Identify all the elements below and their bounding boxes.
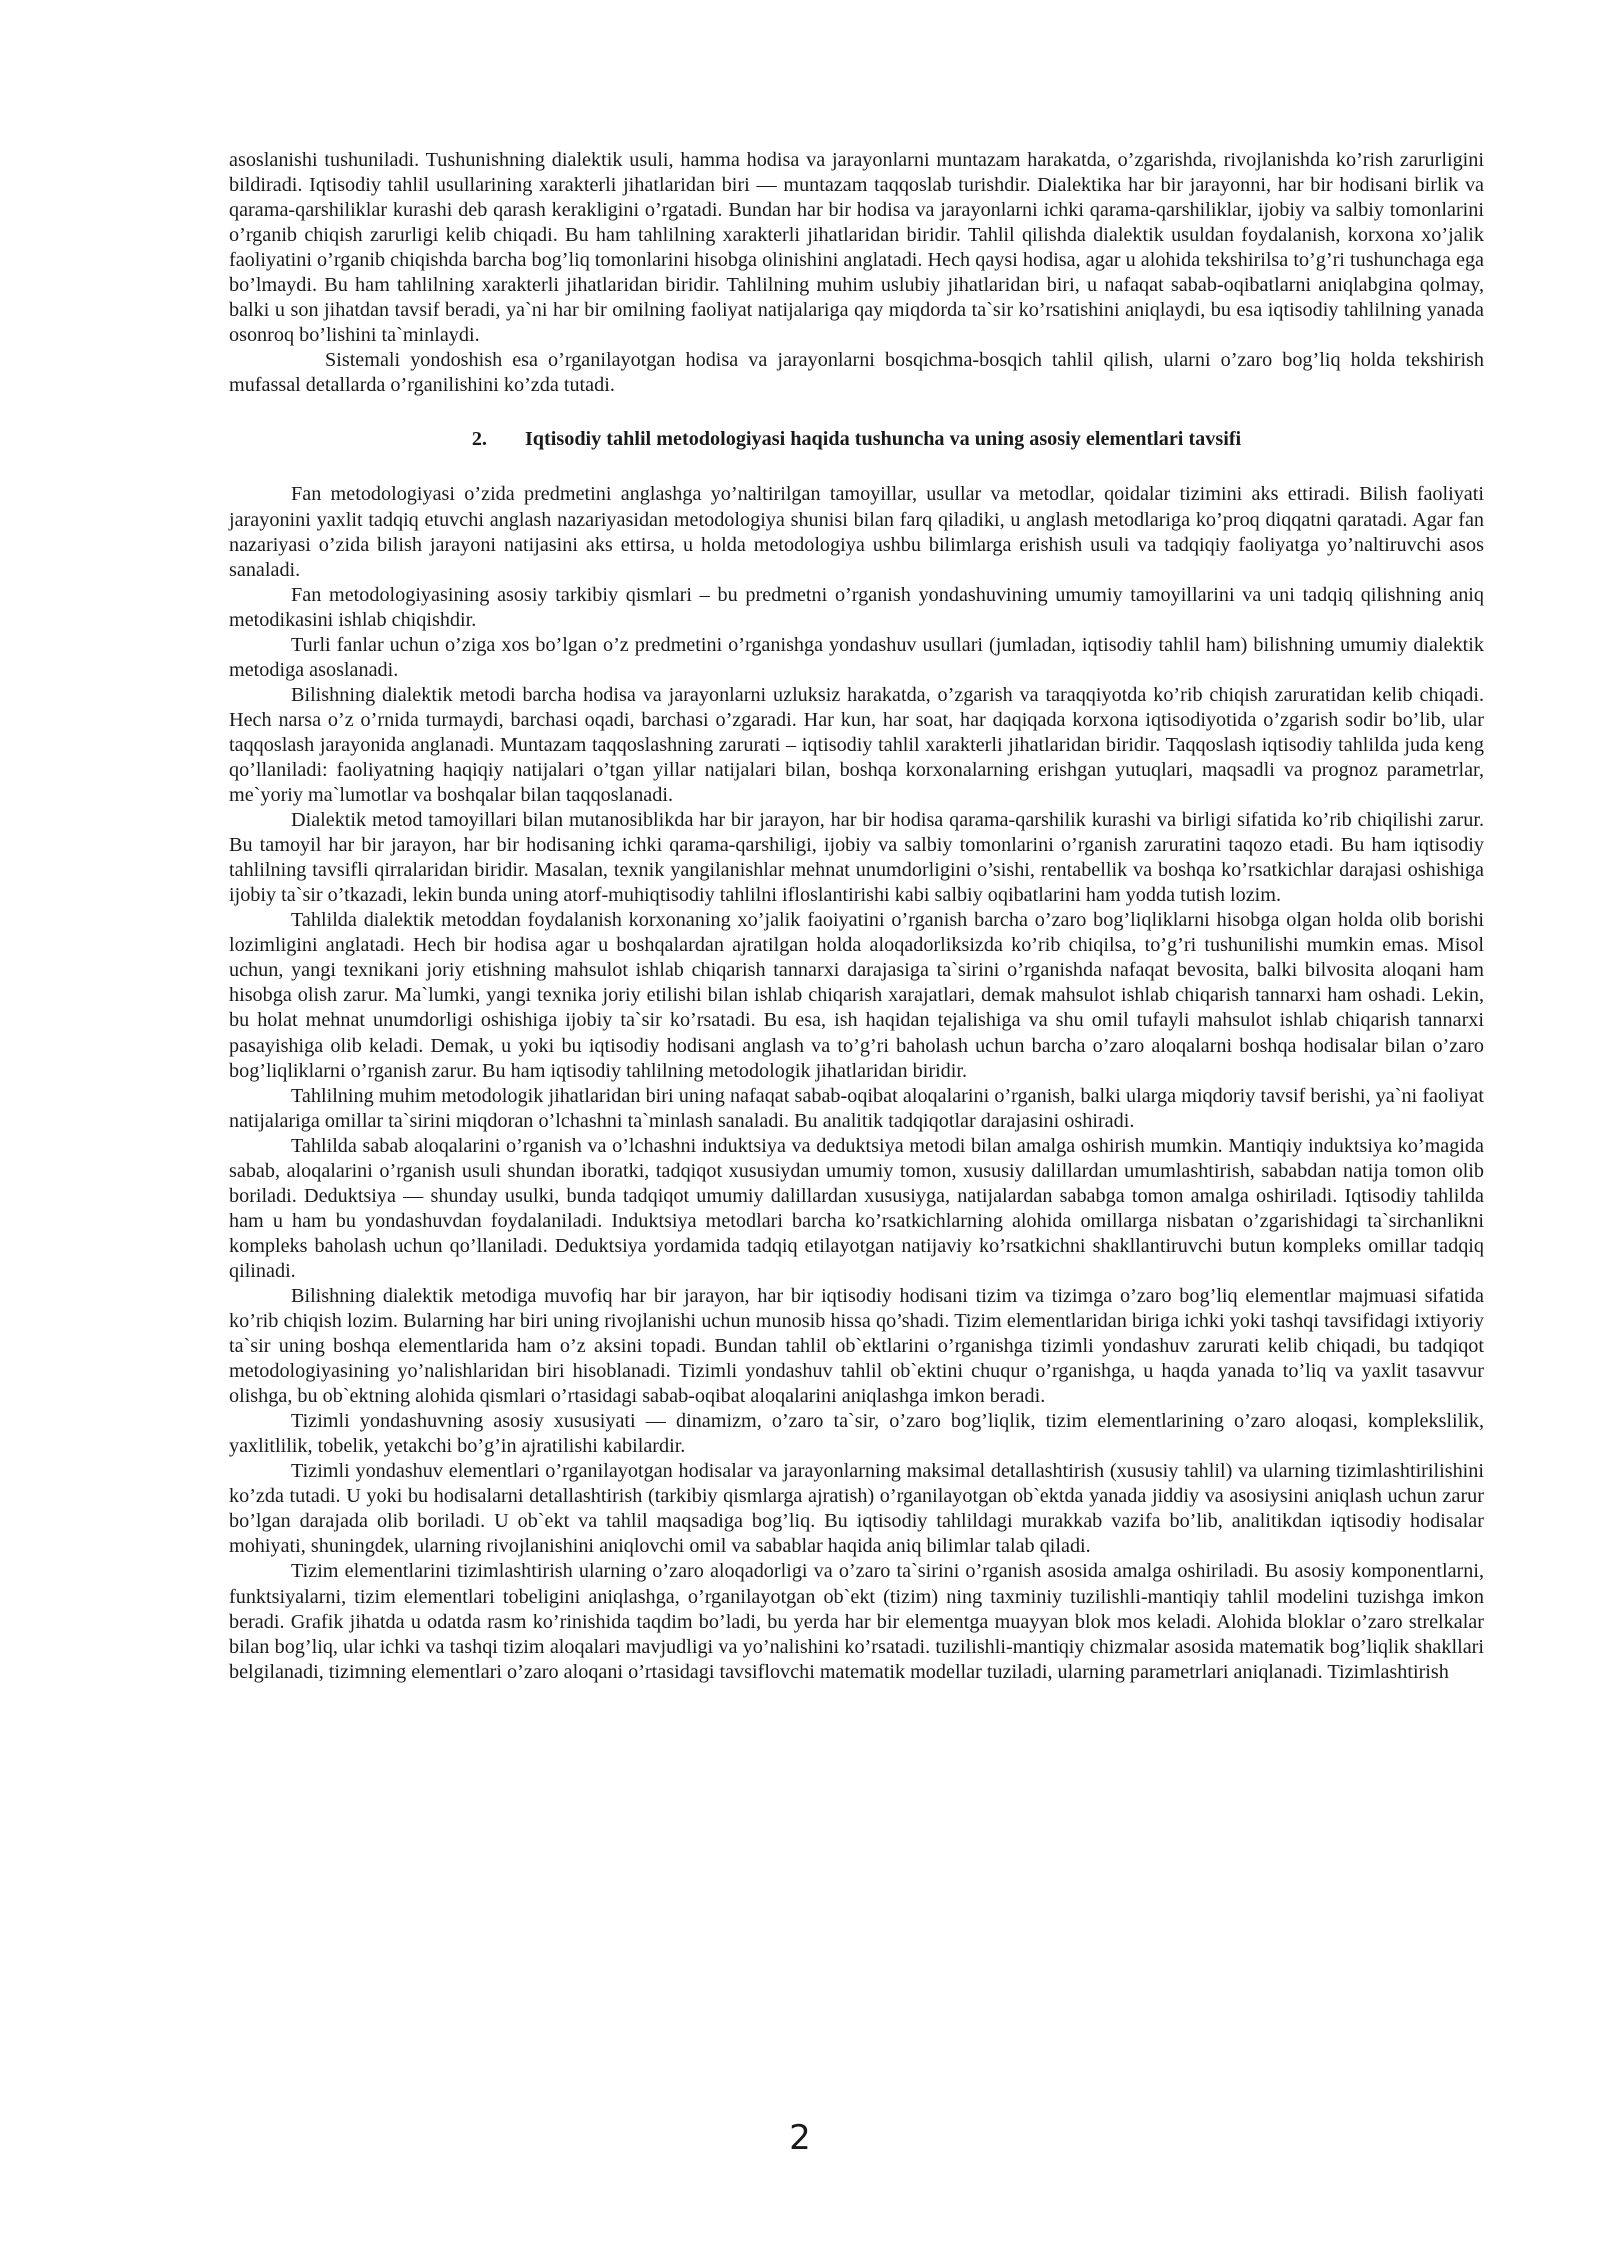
paragraph: Dialektik metod tamoyillari bilan mutanosiblikda har bir jarayon, har bir hodisa qarama-qarshilik kurashi va birligi sifatida ko’rib chiqilishi zarur. Bu tamoyil har bir jarayon, har bir hodisaning ichki qarama-qarshiligi, ijobiy va salbiy tomonlarini o’rganish zaruratini taqozo etadi. Bu ham iqtisodiy tahlilning tavsifli qirralaridan biridir. Masalan, texnik yangilanishlar mehnat unumdorligini o’sishi, rentabellik va boshqa ko’rsatkichlar darajasi oshishiga ijobiy ta`sir o’tkazadi, lekin bunda uning atorf-muhiqtisodiy tahlilni ifloslantirishi kabi salbiy oqibatlarini ham yodda tutish lozim. — [229, 809, 1484, 907]
paragraph: Turli fanlar uchun o’ziga xos bo’lgan o’z predmetini o’rganishga yondashuv usullari (jumladan, iqtisodiy tahlil ham) bilishning umumiy dialektik metodiga asoslanadi. — [229, 633, 1484, 681]
body-text — [229, 148, 1484, 1685]
paragraph: Tizimli yondashuvning asosiy xususiyati — dinamizm, o’zaro ta`sir, o’zaro bog’liqlik, tizim elementlarining o’zaro aloqasi, komplekslilik, yaxlitlilik, tobelik, yetakchi bo’g’in ajratilishi kabilardir. — [229, 1410, 1484, 1458]
section-heading — [229, 427, 1484, 452]
paragraph: Sistemali yondoshish esa o’rganilayotgan hodisa va jarayonlarni bosqichma-bosqich tahlil qilish, ularni o’zaro bog’liq holda tekshirish mufassal detallarda o’rganilishini ko’zda tutadi. — [229, 349, 1484, 397]
paragraph: Tizim elementlarini tizimlashtirish ularning o’zaro aloqadorligi va o’zaro ta`sirini o’rganish asosida amalga oshiriladi. Bu asosiy komponentlarni, funktsiyalarni, tizim elementlari tobeligini aniqlashga, o’rganilayotgan ob`ekt (tizim) ning taxminiy tuzilishli-mantiqiy tahlil modelini tuzishga imkon beradi. Grafik jihatda u odatda rasm ko’rinishida taqdim bo’ladi, bu yerda har bir elementga muayyan blok mos keladi. Alohida bloklar o’zaro strelkalar bilan bog’liq, ular ichki va tashqi tizim aloqalari mavjudligi va yo’nalishini ko’rsatadi. tuzilishli-mantiqiy chizmalar asosida matematik bog’liqlik shakllari belgilanadi, tizimning elementlari o’zaro aloqani o’rtasidagi tavsiflovchi matematik modellar tuziladi, ularning parametrlari aniqlanadi. Tizimlashtirish — [229, 1560, 1484, 1683]
paragraph: Fan metodologiyasining asosiy tarkibiy qismlari – bu predmetni o’rganish yondashuvining umumiy tamoyillarini va uni tadqiq qilishning aniq metodikasini ishlab chiqishdir. — [229, 583, 1484, 631]
section-number: 2. — [471, 428, 487, 451]
page-number: 2 — [789, 2118, 811, 2158]
paragraph: Tahlilda dialektik metoddan foydalanish korxonaning xo’jalik faoiyatini o’rganish barcha o’zaro bog’liqliklarni hisobga olgan holda olib borishi lozimligini anglatadi. Hech bir hodisa agar u boshqalardan ajratilgan holda aloqadorliksizda ko’rib chiqilsa, to’g’ri tushunilishi mumkin emas. Misol uchun, yangi texnikani joriy etishning mahsulot ishlab chiqarish tannarxi darajasiga ta`sirini o’rganishda nafaqat bevosita, balki bilvosita aloqani ham hisobga olish zarur. Ma`lumki, yangi texnika joriy etilishi bilan ishlab chiqarish xarajatlari, demak mahsulot ishlab chiqarish tannarxi ham oshadi. Lekin, bu holat mehnat unumdorligi oshishiga ijobiy ta`sir ko’rsatadi. Bu esa, ish haqidan tejalishiga va shu omil tufayli mahsulot ishlab chiqarish tannarxi pasayishiga olib keladi. Demak, u yoki bu iqtisodiy hodisani anglash va to’g’ri baholash uchun barcha o’zaro aloqalarni boshqa hodisalar bilan o’zaro bog’liqliklarni o’rganish zarur. Bu ham iqtisodiy tahlilning metodologik jihatlaridan biridir. — [229, 909, 1484, 1082]
paragraph: Fan metodologiyasi o’zida predmetini anglashga yo’naltirilgan tamoyillar, usullar va metodlar, qoidalar tizimini aks ettiradi. Bilish faoliyati jarayonini yaxlit tadqiq etuvchi anglash nazariyasidan metodologiya shunisi bilan farq qiladiki, u anglash metodlariga ko’proq diqqatni qaratadi. Agar fan nazariyasi o’zida bilish jarayoni natijasini aks ettirsa, u holda metodologiya ushbu bilimlarga erishish usuli va tadqiqiy faoliyatga yo’naltiruvchi asos sanaladi. — [229, 483, 1484, 581]
paragraph: Tahlilda sabab aloqalarini o’rganish va o’lchashni induktsiya va deduktsiya metodi bilan amalga oshirish mumkin. Mantiqiy induktsiya ko’magida sabab, aloqalarini o’rganish usuli shundan iboratki, tadqiqot xususiydan umumiy tomon, xususiy dalillardan umumlashtirish, sababdan natija tomon olib boriladi. Deduktsiya — shunday usulki, bunda tadqiqot umumiy dalillardan xususiyga, natijalardan sababga tomon amalga oshiriladi. Iqtisodiy tahlilda ham u ham bu yondashuvdan foydalaniladi. Induktsiya metodlari barcha ko’rsatkichlarning alohida omillarga nisbatan o’zgarishidagi ta`sirchanlikni kompleks baholash uchun qo’llaniladi. Deduktsiya yordamida tadqiq etilayotgan natijaviy ko’rsatkichni shakllantiruvchi butun kompleks omillar tadqiq qilinadi. — [229, 1134, 1484, 1282]
paragraph: asoslanishi tushuniladi. Tushunishning dialektik usuli, hamma hodisa va jarayonlarni muntazam harakatda, o’zgarishda, rivojlanishda ko’rish zarurligini bildiradi. Iqtisodiy tahlil usullarining xarakterli jihatlaridan biri — muntazam taqqoslab turishdir. Dialektika har bir jarayonni, har bir hodisani birlik va qarama-qarshiliklar kurashi deb qarash kerakligini o’rgatadi. Bundan har bir hodisa va jarayonlarni ichki qarama-qarshiliklar, ijobiy va salbiy tomonlarini o’rganib chiqish zarurligi kelib chiqadi. Bu ham tahlilning xarakterli jihatlaridan biridir. Tahlil qilishda dialektik usuldan foydalanish, korxona xo’jalik faoliyatini o’rganib chiqishda barcha bog’liq tomonlarini hisobga olinishini anglatadi. Hech qaysi hodisa, agar u alohida tekshirilsa to’g’ri tushunchaga ega bo’lmaydi. Bu ham tahlilning xarakterli jihatlaridan biridir. Tahlilning muhim uslubiy jihatlaridan biri, u nafaqat sabab-oqibatlarni aniqlabgina qolmay, balki u son jihatdan tavsif beradi, ya`ni har bir omilning faoliyat natijalariga qay miqdorda ta`sir ko’rsatishini aniqlaydi, bu esa iqtisodiy tahlilning yanada osonroq bo’lishini ta`minlaydi. — [229, 149, 1484, 347]
paragraph: Bilishning dialektik metodiga muvofiq har bir jarayon, har bir iqtisodiy hodisani tizim va tizimga o’zaro bog’liq elementlar majmuasi sifatida ko’rib chiqish lozim. Bularning har biri uning rivojlanishi uchun munosib hissa qo’shadi. Tizim elementlaridan biriga ichki yoki tashqi tavsifidagi ixtiyoriy ta`sir uning boshqa elementlarida ham o’z aksini topadi. Bundan tahlil ob`ektlarini o’rganishga tizimli yondashuv zarurati kelib chiqadi, bu tadqiqot metodologiyasining yo’nalishlaridan biri hisoblanadi. Tizimli yondashuv tahlil ob`ektini chuqur o’rganishga, u haqda yanada to’liq va yaxlit tasavvur olishga, bu ob`ektning alohida qismlari o’rtasidagi sabab-oqibat aloqalarini aniqlashga imkon beradi. — [229, 1284, 1484, 1408]
paragraph: Tizimli yondashuv elementlari o’rganilayotgan hodisalar va jarayonlarning maksimal detallashtirish (xususiy tahlil) va ularning tizimlashtirilishini ko’zda tutadi. U yoki bu hodisalarni detallashtirish (tarkibiy qismlarga ajratish) o’rganilayotgan ob`ektda yanada jiddiy va asosiysini aniqlash uchun zarur bo’lgan darajada olib boriladi. U ob`ekt va tahlil maqsadiga bog’liq. Bu iqtisodiy tahlildagi murakkab vazifa bo’lib, analitikdan iqtisodiy hodisalar mohiyati, shuningdek, ularning rivojlanishini aniqlovchi omil va sabablar haqida aniq bilimlar talab qiladi. — [229, 1460, 1484, 1558]
section-title: Iqtisodiy tahlil metodologiyasi haqida tushuncha va uning asosiy elementlari tavsifi — [524, 428, 1242, 451]
paragraph: Tahlilning muhim metodologik jihatlaridan biri uning nafaqat sabab-oqibat aloqalarini o’rganish, balki ularga miqdoriy tavsif berishi, ya`ni faoliyat natijalariga omillar ta`sirini miqdoran o’lchashni ta`minlash sanaladi. Bu analitik tadqiqotlar darajasini oshiradi. — [229, 1084, 1484, 1132]
paragraph: Bilishning dialektik metodi barcha hodisa va jarayonlarni uzluksiz harakatda, o’zgarish va taraqqiyotda ko’rib chiqish zaruratidan kelib chiqadi. Hech narsa o’z o’rnida turmaydi, barchasi oqadi, barchasi o’zgaradi. Har kun, har soat, har daqiqada korxona iqtisodiyotida o’zgarish sodir bo’lib, ular taqqoslash jarayonida anglanadi. Muntazam taqqoslashning zarurati – iqtisodiy tahlil xarakterli jihatlaridan biridir. Taqqoslash iqtisodiy tahlilda juda keng qo’llaniladi: faoliyatning haqiqiy natijalari o’tgan yillar natijalari bilan, boshqa korxonalarning erishgan yutuqlari, maqsadli va prognoz parametrlar, me`yoriy ma`lumotlar va boshqalar bilan taqqoslanadi. — [229, 683, 1484, 807]
